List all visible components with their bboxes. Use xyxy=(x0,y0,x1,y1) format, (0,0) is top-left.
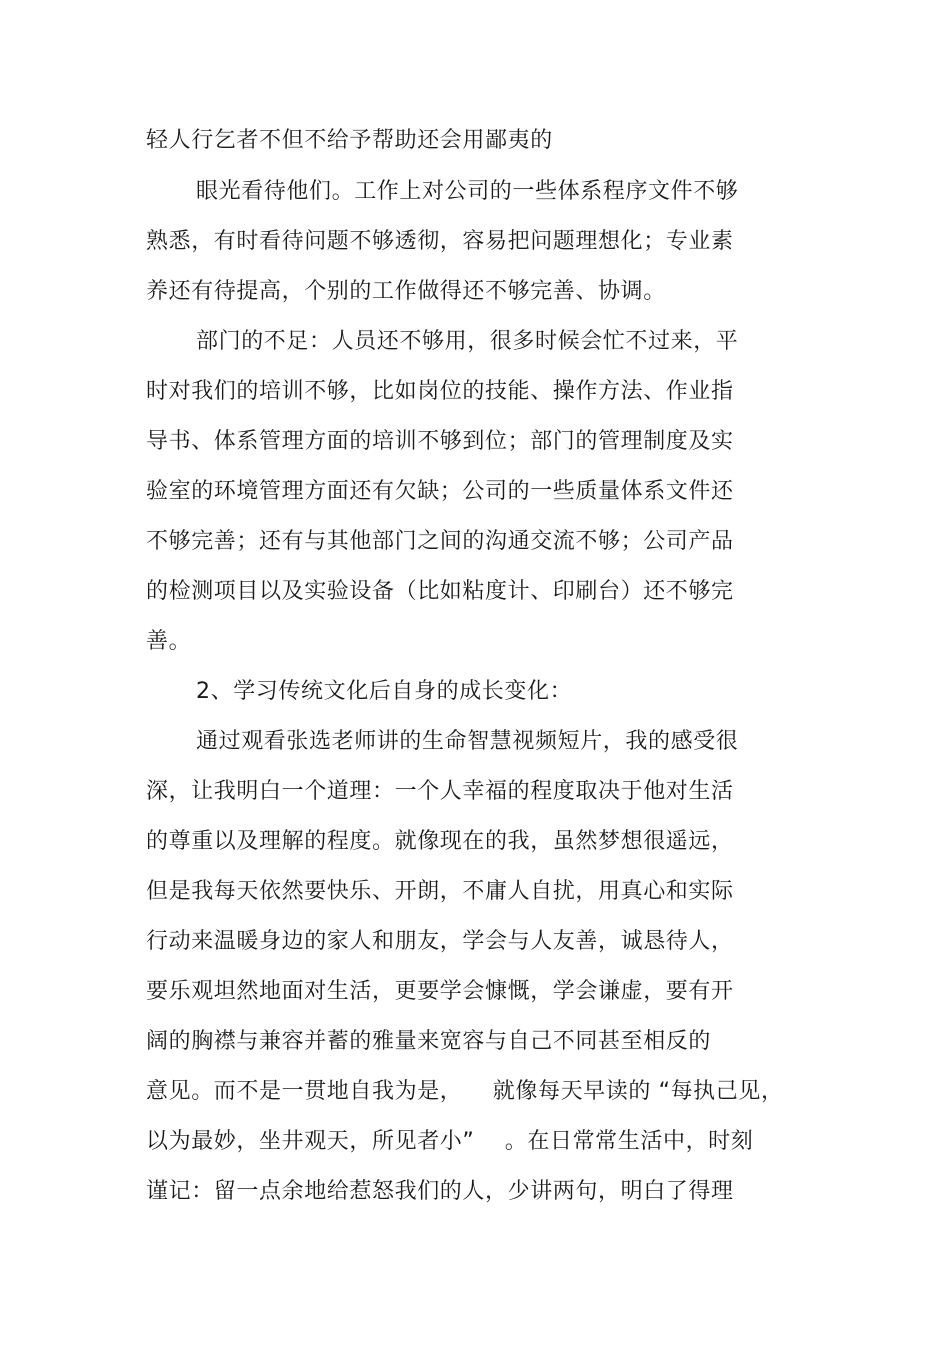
text-line: 意见。而不是一贯地自我为是， 就像每天早读的 “每执己见， xyxy=(146,1079,784,1104)
text-line: 阔的胸襟与兼容并蓄的雅量来宽容与自己不同甚至相反的 xyxy=(146,1029,712,1054)
text-line: 深，让我明白一个道理：一个人幸福的程度取决于他对生活 xyxy=(146,779,734,804)
text-line: 谨记：留一点余地给惹怒我们的人，少讲两句，明白了得理 xyxy=(146,1179,734,1204)
text-line: 不够完善；还有与其他部门之间的沟通交流不够；公司产品 xyxy=(146,529,734,554)
text-line: 时对我们的培训不够，比如岗位的技能、操作方法、作业指 xyxy=(146,379,734,404)
text-line: 但是我每天依然要快乐、开朗，不庸人自扰，用真心和实际 xyxy=(146,879,734,904)
text-line: 的检测项目以及实验设备（比如粘度计、印刷台）还不够完 xyxy=(146,579,734,604)
text-line: 行动来温暖身边的家人和朋友，学会与人友善，诚恳待人， xyxy=(146,929,734,954)
text-line: 验室的环境管理方面还有欠缺；公司的一些质量体系文件还 xyxy=(146,479,734,504)
text-line: 熟悉，有时看待问题不够透彻，容易把问题理想化；专业素 xyxy=(146,229,734,254)
text-line: 导书、体系管理方面的培训不够到位；部门的管理制度及实 xyxy=(146,429,734,454)
text-line: 要乐观坦然地面对生活，更要学会慷慨，学会谦虚，要有开 xyxy=(146,979,734,1004)
text-line: 以为最妙，坐井观天，所见者小” 。在日常常生活中，时刻 xyxy=(146,1129,754,1154)
text-line: 的尊重以及理解的程度。就像现在的我，虽然梦想很遥远， xyxy=(146,829,734,854)
text-line: 善。 xyxy=(146,629,192,654)
text-line: 轻人行乞者不但不给予帮助还会用鄙夷的 xyxy=(146,128,553,153)
text-line: 养还有待提高，个别的工作做得还不够完善、协调。 xyxy=(146,279,666,304)
paragraph-line: 部门的不足：人员还不够用，很多时候会忙不过来，平 xyxy=(196,329,739,354)
section-heading: 2、学习传统文化后自身的成长变化： xyxy=(196,679,573,704)
paragraph-line: 通过观看张选老师讲的生命智慧视频短片，我的感受很 xyxy=(196,729,739,754)
paragraph-line: 眼光看待他们。工作上对公司的一些体系程序文件不够 xyxy=(196,179,739,204)
